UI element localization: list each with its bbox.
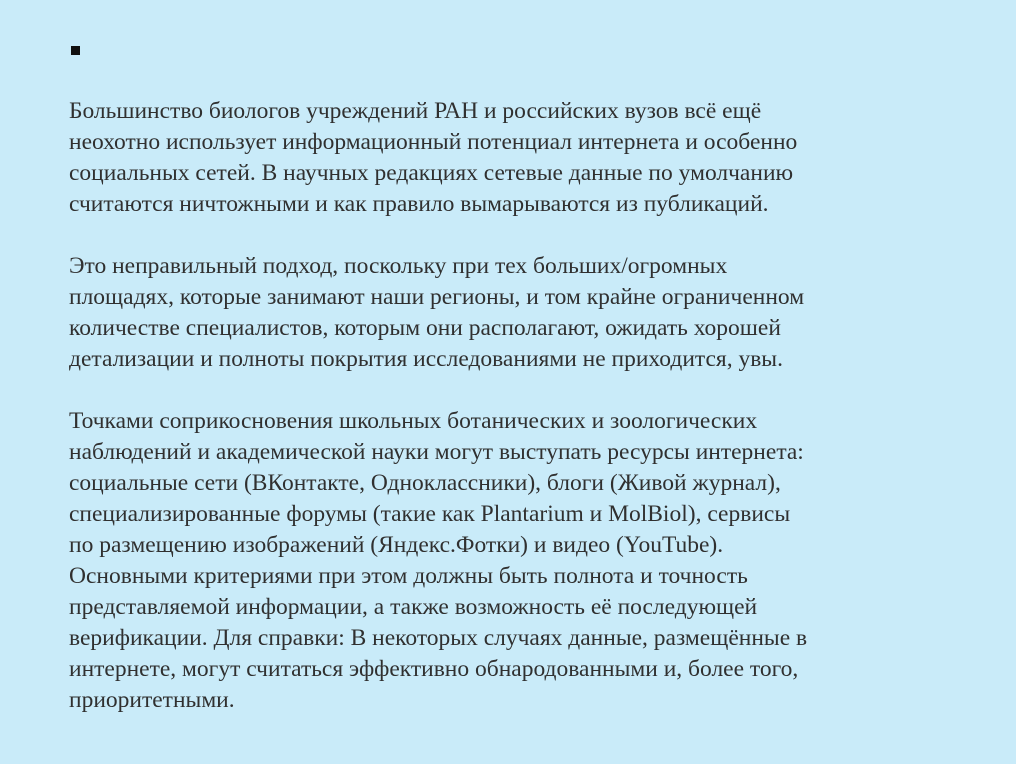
slide-content — [69, 40, 989, 716]
paragraph-line: наблюдений и академической науки могут выступать ресурсы интернета: — [69, 439, 804, 465]
paragraph-line: Основными критериями при этом должны быть полнота и точность — [69, 563, 748, 589]
paragraph-line: представляемой информации, а также возможность её последующей — [69, 594, 758, 620]
paragraph-line: по размещению изображений (Яндекс.Фотки) и видео (YouTube). — [69, 532, 724, 558]
paragraph-line: площадях, которые занимают наши регионы, и том крайне ограниченном — [69, 284, 805, 310]
paragraph-2 — [69, 251, 989, 375]
paragraph-line: количестве специалистов, которым они располагают, ожидать хорошей — [69, 315, 781, 341]
paragraph-1 — [69, 96, 989, 220]
paragraph-line: интернете, могут считаться эффективно обнародованными и, более того, — [69, 656, 799, 682]
paragraph-line: Это неправильный подход, поскольку при тех больших/огромных — [69, 253, 728, 279]
paragraph-line: Большинство биологов учреждений РАН и российских вузов всё ещё — [69, 98, 762, 124]
paragraph-line: специализированные форумы (такие как Plantarium и MolBiol), сервисы — [69, 501, 791, 527]
paragraph-line: социальные сети (ВКонтакте, Одноклассники), блоги (Живой журнал), — [69, 470, 781, 496]
paragraph-line: детализации и полноты покрытия исследованиями не приходится, увы. — [69, 346, 783, 372]
paragraph-line: неохотно использует информационный потенциал интернета и особенно — [69, 129, 798, 155]
paragraph-line: приоритетными. — [69, 687, 235, 713]
paragraph-3 — [69, 406, 989, 716]
paragraph-line: считаются ничтожными и как правило вымарываются из публикаций. — [69, 191, 769, 217]
paragraph-line: социальных сетей. В научных редакциях сетевые данные по умолчанию — [69, 160, 794, 186]
paragraph-line: верификации. Для справки: В некоторых случаях данные, размещённые в — [69, 625, 808, 651]
paragraph-line: Точками соприкосновения школьных ботанических и зоологических — [69, 408, 758, 434]
square-bullet-icon — [71, 46, 80, 55]
